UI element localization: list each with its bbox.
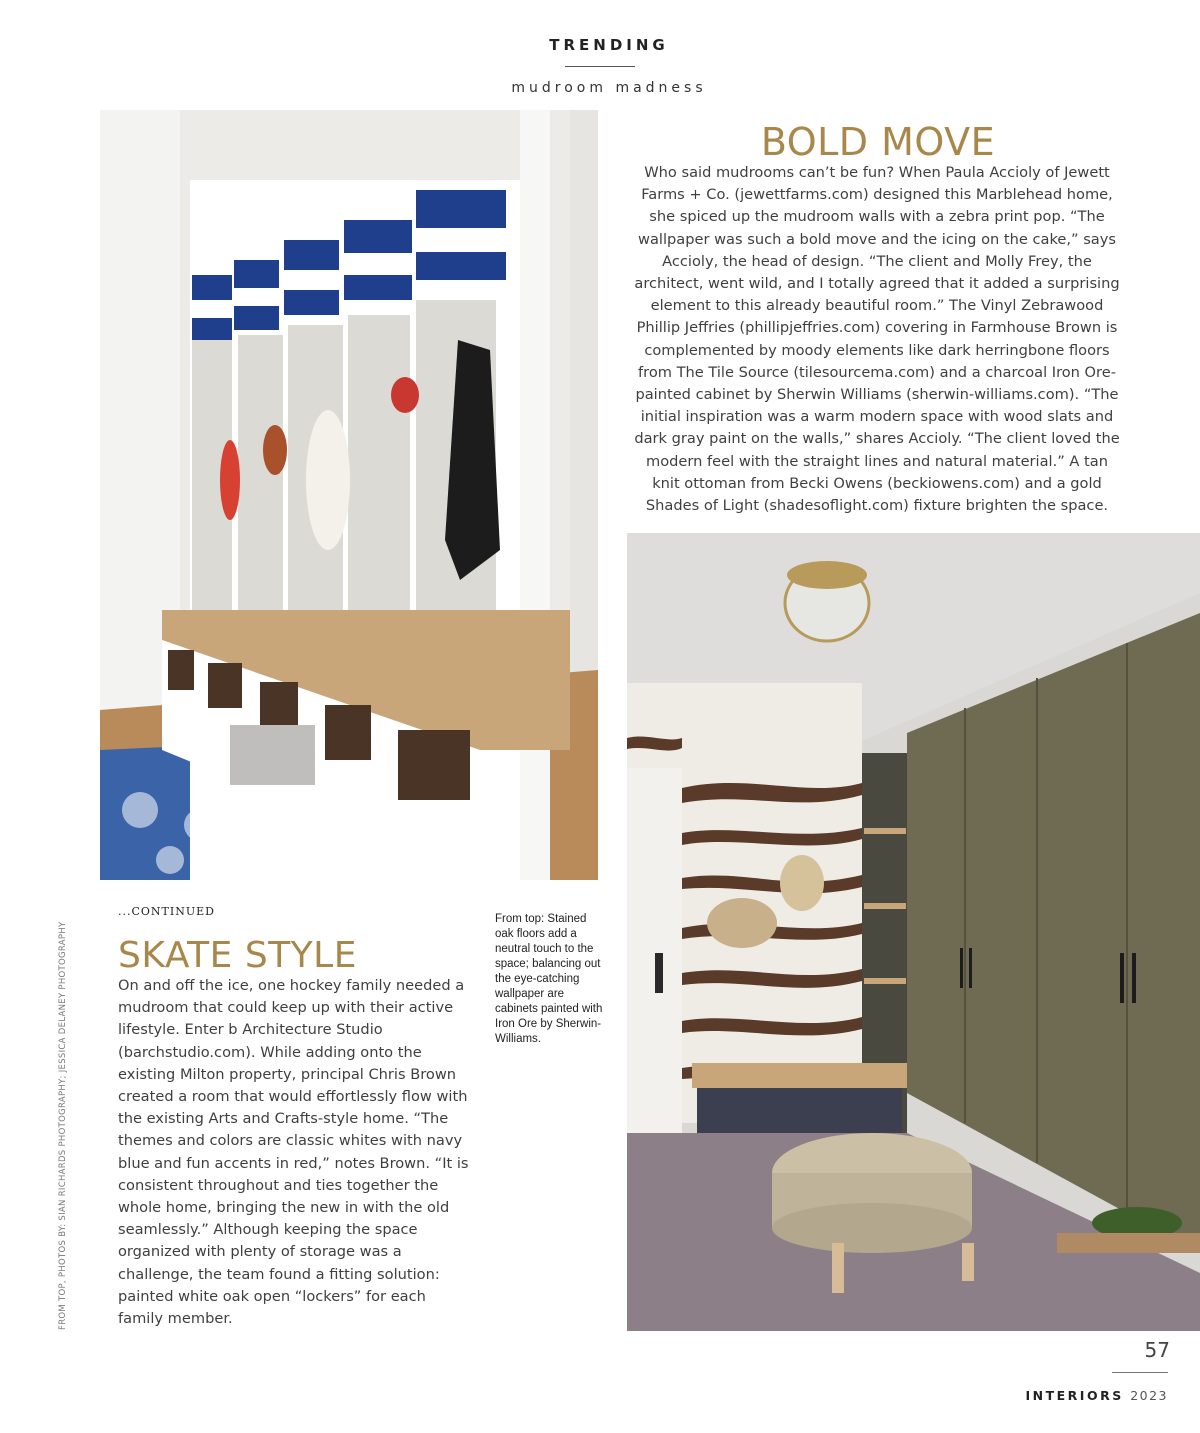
page-number: 57 bbox=[1144, 1338, 1170, 1362]
photo-skate-style-mudroom bbox=[100, 110, 598, 880]
magazine-name: INTERIORS bbox=[1025, 1388, 1124, 1403]
photo-caption: From top: Stained oak floors add a neutral touch to the space; balancing out the eye-catching wallpaper are cabinets painted with Iron Ore by Sherwin-Williams. bbox=[495, 913, 603, 1045]
magazine-footer bbox=[1025, 1388, 1168, 1403]
skate-style-body: On and off the ice, one hockey family needed a mudroom that could keep up with their active lifestyle. Enter b Architecture Studio (barchstudio.com). While adding onto the existing Milton property, principal Chris Brown created a room that would effortlessly flow with the existing Arts and Crafts-style home. “The themes and colors are classic whites with navy blue and fun accents in red,” notes Brown. “It is consistent throughout and ties together the whole home, bringing the new in with the old seamlessly.” Although keeping the space organized with plenty of storage was a challenge, the team found a fitting solution: painted white oak open “lockers” for each family member. bbox=[118, 977, 469, 1328]
continued-label: ...CONTINUED bbox=[118, 905, 215, 918]
section-kicker: TRENDING bbox=[549, 36, 669, 54]
issue-year: 2023 bbox=[1130, 1388, 1168, 1403]
section-title: mudroom madness bbox=[511, 80, 707, 96]
footer-divider bbox=[1112, 1372, 1168, 1373]
photo-credit: FROM TOP, PHOTOS BY: SIAN RICHARDS PHOTOGRAPHY; JESSICA DELANEY PHOTOGRAPHY bbox=[58, 921, 68, 1330]
kicker-divider bbox=[565, 66, 635, 67]
photo-bold-move-mudroom bbox=[627, 533, 1200, 1331]
skate-style-headline: SKATE STYLE bbox=[118, 935, 357, 976]
bold-move-body: Who said mudrooms can’t be fun? When Paula Accioly of Jewett Farms + Co. (jewettfarms.com) designed this Marblehead home, she spiced up the mudroom walls with a zebra print pop. “The wallpaper was such a bold move and the icing on the cake,” says Accioly, the head of design. “The client and Molly Frey, the architect, went wild, and I totally agreed that it added a surprising element to this already beautiful room.” The Vinyl Zebrawood Phillip Jeffries (phillipjeffries.com) covering in Farmhouse Brown is complemented by moody elements like dark herringbone floors from The Tile Source (tilesourcema.com) and a charcoal Iron Ore-painted cabinet by Sherwin Williams (sherwin-williams.com). “The initial inspiration was a warm modern space with wood slats and dark gray paint on the walls,” shares Accioly. “The client loved the modern feel with the straight lines and natural material.” A tan knit ottoman from Becki Owens (beckiowens.com) and a gold Shades of Light (shadesoflight.com) fixture brighten the space. bbox=[634, 164, 1120, 515]
bold-move-headline: BOLD MOVE bbox=[760, 120, 996, 164]
